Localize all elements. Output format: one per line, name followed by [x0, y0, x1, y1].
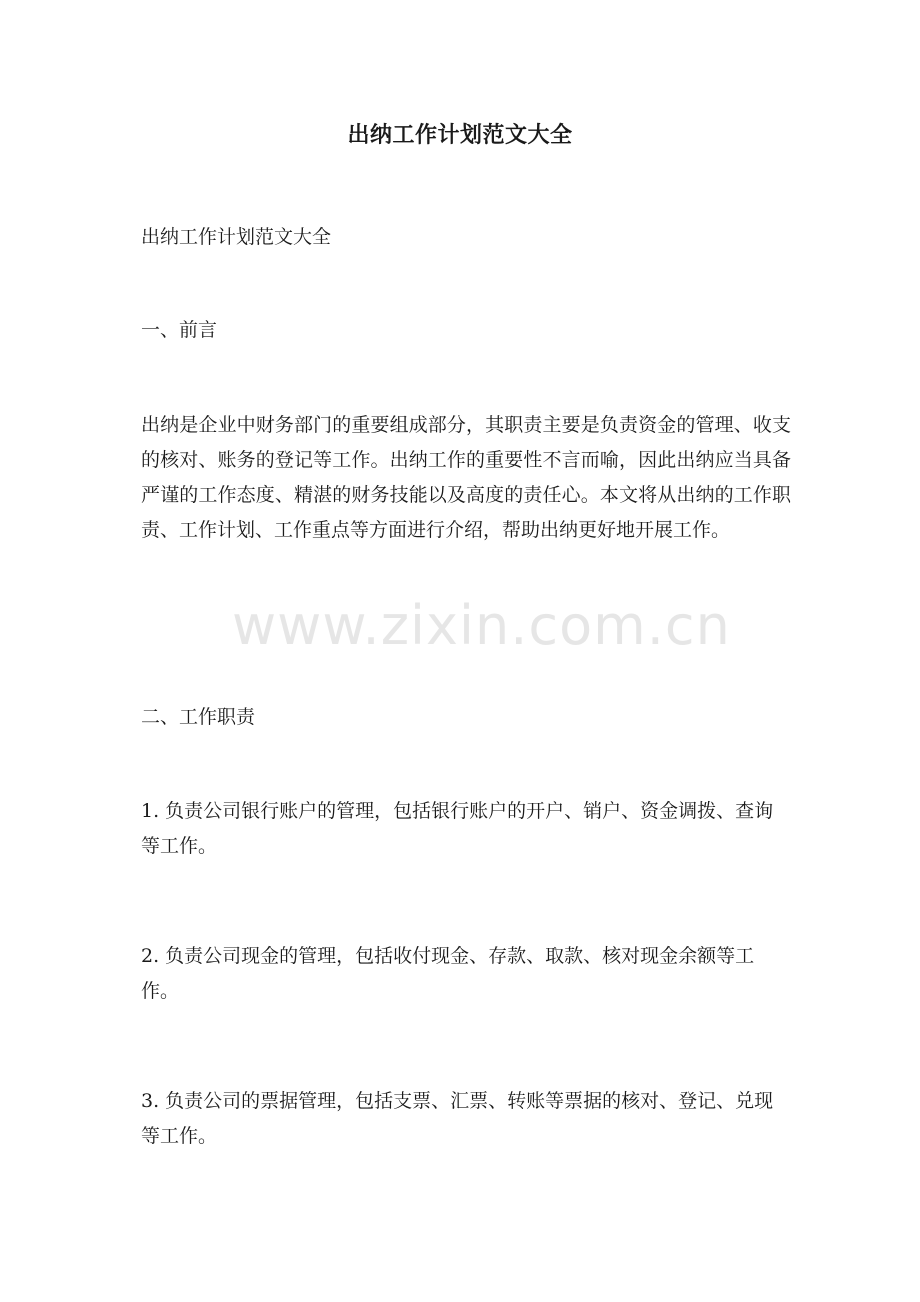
- duty-item-1: 1. 负责公司银行账户的管理，包括银行账户的开户、销户、资金调拨、查询等工作。: [141, 800, 774, 857]
- watermark: www.zixin.com.cn: [232, 594, 731, 657]
- document-subtitle: 出纳工作计划范文大全: [141, 226, 332, 248]
- document-title: 出纳工作计划范文大全: [347, 122, 573, 148]
- intro-paragraph: 出纳是企业中财务部门的重要组成部分，其职责主要是负责资金的管理、收支的核对、账务的登记等工作。出纳工作的重要性不言而喻，因此出纳应当具备严谨的工作态度、精湛的财务技能以及高度的责任心。本文将从出纳的工作职责、工作计划、工作重点等方面进行介绍，帮助出纳更好地开展工作。: [141, 414, 791, 541]
- section-heading-preface: 一、前言: [141, 319, 218, 341]
- section-heading-duties: 二、工作职责: [141, 706, 256, 728]
- duty-item-2: 2. 负责公司现金的管理，包括收付现金、存款、取款、核对现金余额等工作。: [141, 945, 755, 1002]
- duty-item-3: 3. 负责公司的票据管理，包括支票、汇票、转账等票据的核对、登记、兑现等工作。: [141, 1090, 774, 1147]
